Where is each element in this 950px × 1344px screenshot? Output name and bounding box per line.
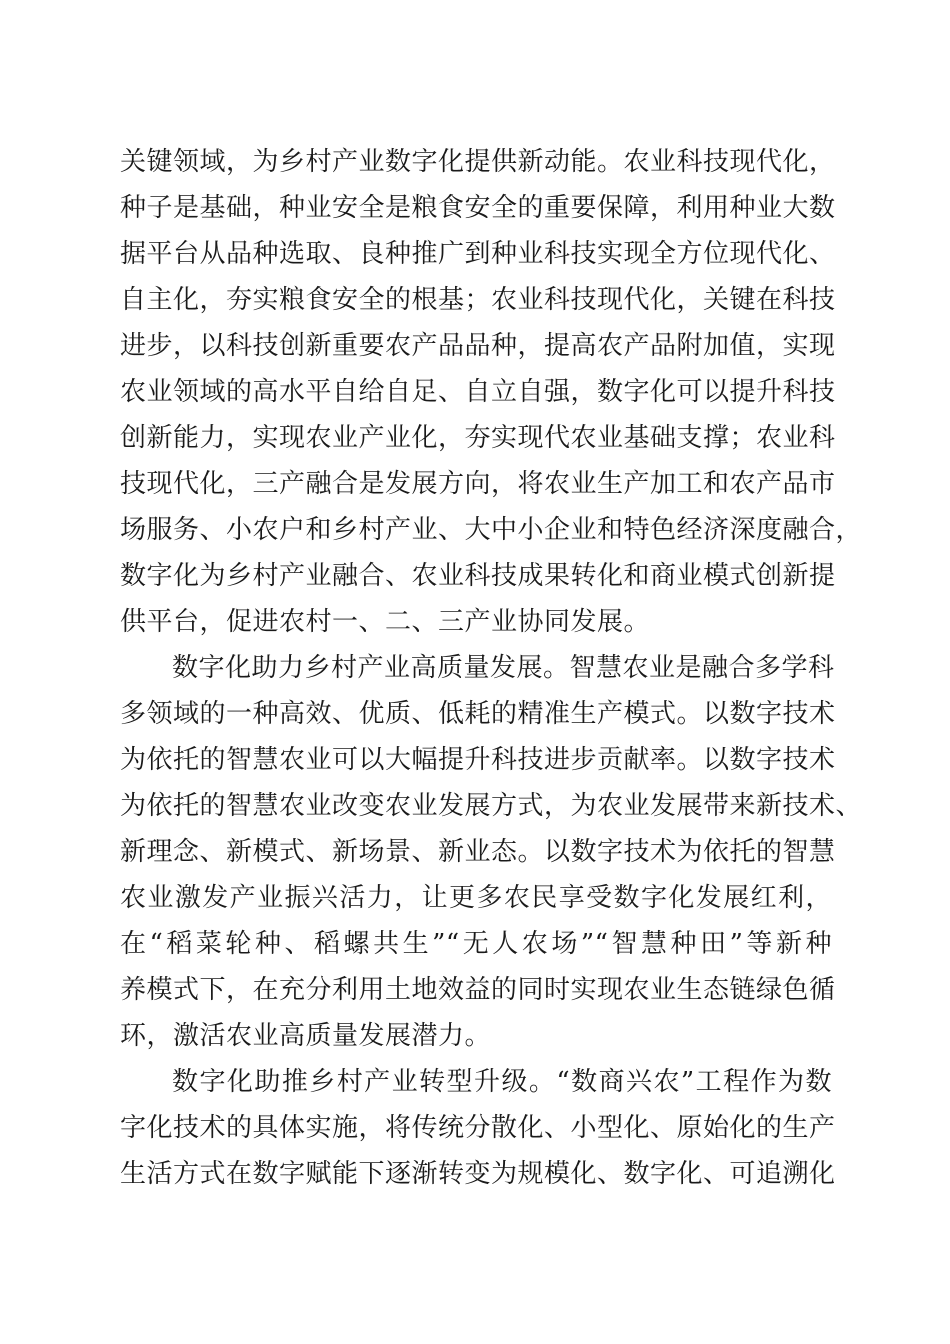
text-line: 为依托的智慧农业改变农业发展方式，为农业发展带来新技术、 [120,791,863,821]
text-line: 自主化，夯实粮食安全的根基；农业科技现代化，关键在科技 [120,285,836,315]
text-line: 技现代化，三产融合是发展方向，将农业生产加工和农产品市 [120,469,836,499]
text-line: 字化技术的具体实施，将传统分散化、小型化、原始化的生产 [120,1113,836,1143]
text-line: 农业领域的高水平自给自足、自立自强，数字化可以提升科技 [120,377,836,407]
paragraph-first-line: 数字化助推乡村产业转型升级。“数商兴农”工程作为数 [172,1067,832,1097]
text-line: 在“稻菜轮种、稻螺共生”“无人农场”“智慧种田”等新种 [120,929,832,959]
text-line: 生活方式在数字赋能下逐渐转变为规模化、数字化、可追溯化 [120,1159,836,1189]
text-line: 关键领域，为乡村产业数字化提供新动能。农业科技现代化， [120,147,836,177]
text-line: 农业激发产业振兴活力，让更多农民享受数字化发展红利， [120,883,832,913]
text-line: 环，激活农业高质量发展潜力。 [120,1021,492,1051]
text-line: 新理念、新模式、新场景、新业态。以数字技术为依托的智慧 [120,837,836,867]
text-line: 种子是基础，种业安全是粮食安全的重要保障，利用种业大数 [120,193,836,223]
text-line: 供平台，促进农村一、二、三产业协同发展。 [120,607,651,637]
text-line: 场服务、小农户和乡村产业、大中小企业和特色经济深度融合， [120,515,863,545]
text-line: 养模式下，在充分利用土地效益的同时实现农业生态链绿色循 [120,975,836,1005]
text-line: 据平台从品种选取、良种推广到种业科技实现全方位现代化、 [120,239,836,269]
paragraph-first-line: 数字化助力乡村产业高质量发展。智慧农业是融合多学科 [172,653,835,683]
text-line: 多领域的一种高效、优质、低耗的精准生产模式。以数字技术 [120,699,836,729]
text-line: 进步，以科技创新重要农产品品种，提高农产品附加值，实现 [120,331,836,361]
text-line: 为依托的智慧农业可以大幅提升科技进步贡献率。以数字技术 [120,745,836,775]
text-line: 创新能力，实现农业产业化，夯实现代农业基础支撑；农业科 [120,423,836,453]
text-line: 数字化为乡村产业融合、农业科技成果转化和商业模式创新提 [120,561,836,591]
